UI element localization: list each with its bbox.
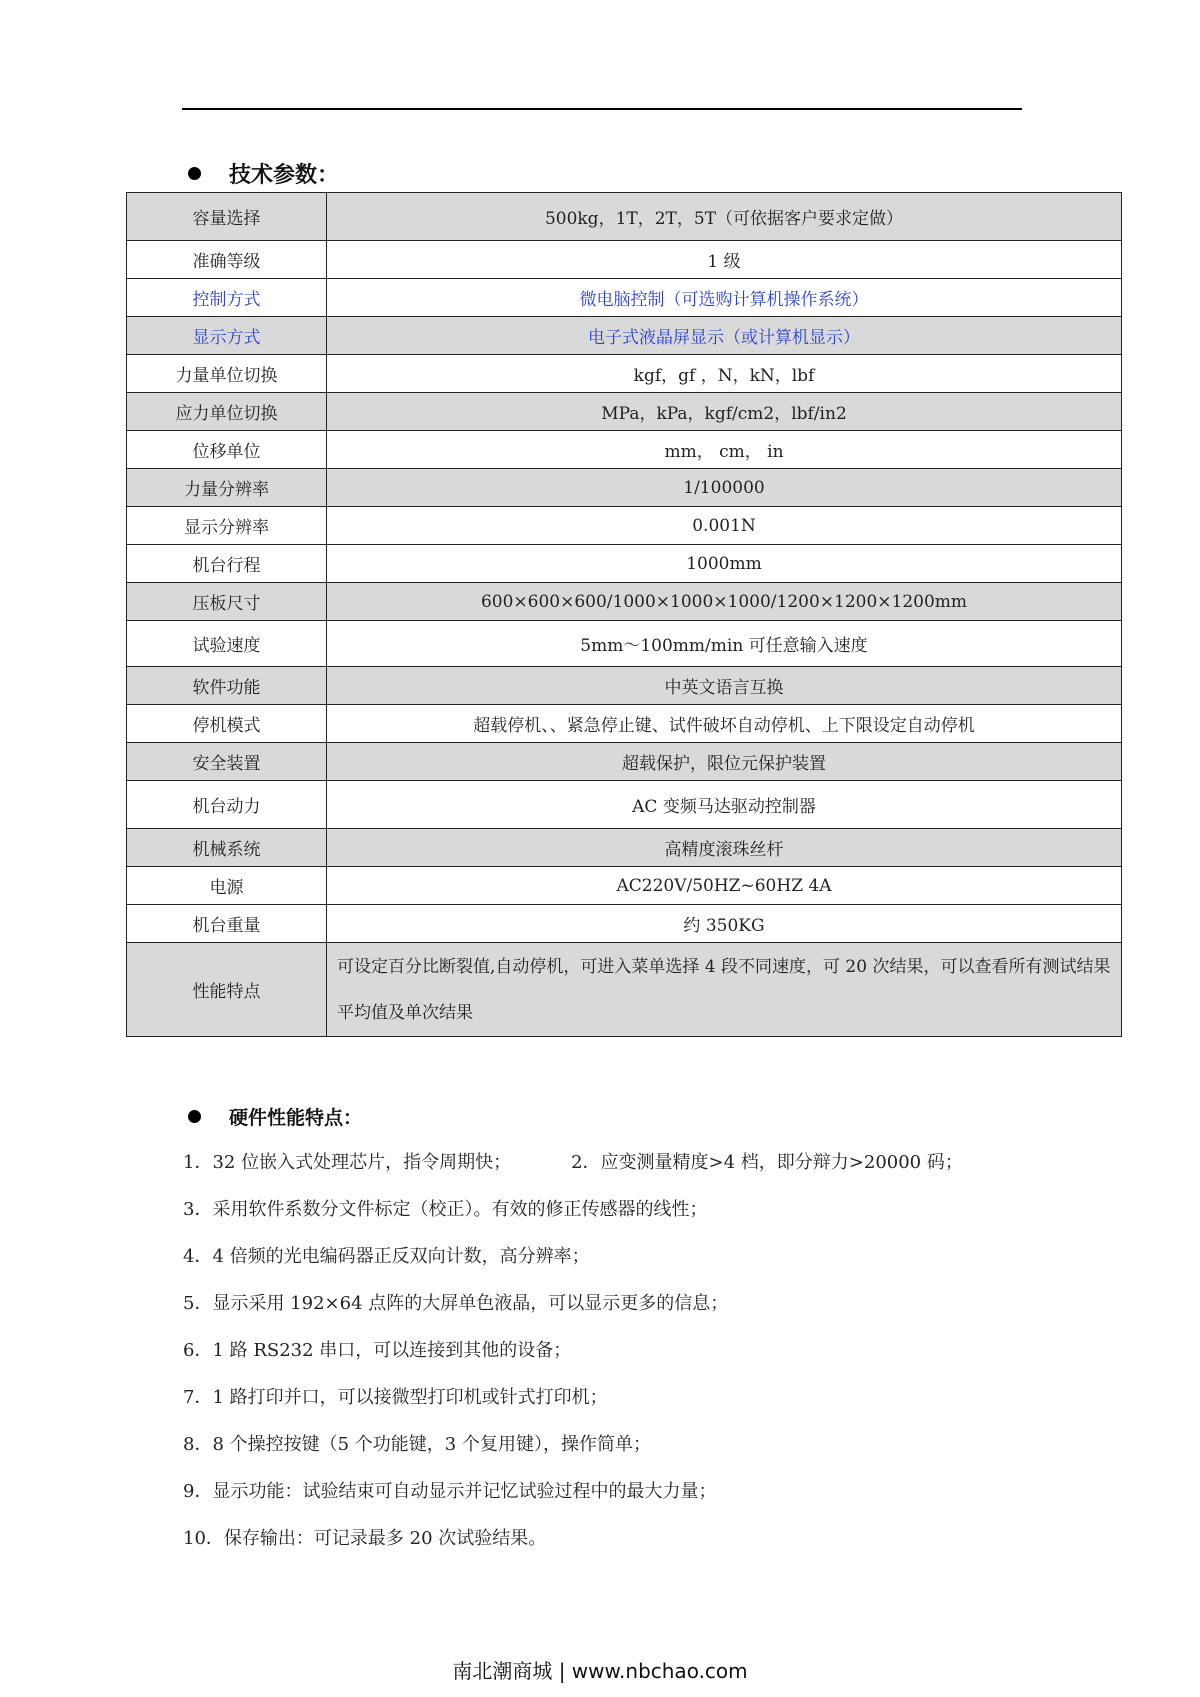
table-row [127, 507, 1122, 545]
spec-value: 可设定百分比断裂值,自动停机，可进入菜单选择 4 段不同速度，可 20 次结果，可以查看所有测试结果平均值及单次结果 [327, 943, 1122, 1037]
spec-value: 600×600×600/1000×1000×1000/1200×1200×1200mm [327, 583, 1122, 621]
spec-label: 电源 [127, 867, 327, 905]
section-heading-tech-params [188, 158, 339, 189]
spec-label: 容量选择 [127, 193, 327, 241]
spec-value: kgf，gf ，N，kN，lbf [327, 355, 1122, 393]
spec-value: 中英文语言互换 [327, 667, 1122, 705]
table-row [127, 393, 1122, 431]
spec-label: 试验速度 [127, 621, 327, 667]
spec-label: 位移单位 [127, 431, 327, 469]
list-item: 3．采用软件系数分文件标定（校正）。有效的修正传感器的线性； [183, 1199, 708, 1220]
spec-label: 机械系统 [127, 829, 327, 867]
spec-label: 软件功能 [127, 667, 327, 705]
table-row [127, 317, 1122, 355]
list-item: 5．显示采用 192×64 点阵的大屏单色液晶，可以显示更多的信息； [183, 1293, 729, 1314]
table-row [127, 621, 1122, 667]
spec-value: 0.001N [327, 507, 1122, 545]
spec-label: 显示方式 [127, 317, 327, 355]
spec-value: 1000mm [327, 545, 1122, 583]
spec-label: 力量单位切换 [127, 355, 327, 393]
spec-value: 1 级 [327, 241, 1122, 279]
spec-value: 超载停机、、紧急停止键、试件破坏自动停机、上下限设定自动停机 [327, 705, 1122, 743]
table-row [127, 193, 1122, 241]
footer-text: 南北潮商城 | www.nbchao.com [452, 1659, 748, 1683]
list-item: 9．显示功能：试验结束可自动显示并记忆试验过程中的最大力量； [183, 1481, 717, 1502]
spec-value: 超载保护，限位元保护装置 [327, 743, 1122, 781]
table-row [127, 469, 1122, 507]
spec-value: 电子式液晶屏显示（或计算机显示） [327, 317, 1122, 355]
spec-label: 机台动力 [127, 781, 327, 829]
bullet-icon [188, 1110, 201, 1123]
spec-label: 应力单位切换 [127, 393, 327, 431]
table-row [127, 829, 1122, 867]
spec-value: 高精度滚珠丝杆 [327, 829, 1122, 867]
spec-label: 安全装置 [127, 743, 327, 781]
table-row [127, 743, 1122, 781]
spec-value: MPa，kPa，kgf/cm2，lbf/in2 [327, 393, 1122, 431]
table-row [127, 705, 1122, 743]
section-title: 硬件性能特点： [229, 1107, 363, 1129]
spec-label: 准确等级 [127, 241, 327, 279]
spec-value: 微电脑控制（可选购计算机操作系统） [327, 279, 1122, 317]
spec-label: 机台行程 [127, 545, 327, 583]
list-item [183, 1148, 1063, 1195]
table-row [127, 781, 1122, 829]
table-row [127, 241, 1122, 279]
list-item: 7．1 路打印并口，可以接微型打印机或针式打印机； [183, 1387, 608, 1408]
spec-value: 1/100000 [327, 469, 1122, 507]
list-item: 4．4 倍频的光电编码器正反双向计数，高分辨率； [183, 1246, 590, 1267]
feature-text: 2．应变测量精度>4 档，即分辩力>20000 码； [571, 1152, 963, 1173]
list-item: 10．保存输出：可记录最多 20 次试验结果。 [183, 1528, 547, 1549]
table-row [127, 867, 1122, 905]
table-row [127, 279, 1122, 317]
feature-list [183, 1148, 1063, 1571]
spec-label: 力量分辨率 [127, 469, 327, 507]
table-row [127, 355, 1122, 393]
table-row [127, 667, 1122, 705]
feature-text: 1．32 位嵌入式处理芯片，指令周期快； [183, 1152, 512, 1173]
spec-label: 显示分辨率 [127, 507, 327, 545]
list-item: 8．8 个操控按键（5 个功能键，3 个复用键），操作简单； [183, 1434, 651, 1455]
header-rule [182, 108, 1022, 110]
spec-value: 约 350KG [327, 905, 1122, 943]
section-title: 技术参数： [229, 163, 340, 188]
spec-value: 5mm～100mm/min 可任意输入速度 [327, 621, 1122, 667]
table-row [127, 943, 1122, 1037]
table-row [127, 583, 1122, 621]
bullet-icon [188, 167, 201, 180]
table-row [127, 431, 1122, 469]
spec-value: mm， cm， in [327, 431, 1122, 469]
spec-value: AC220V/50HZ~60HZ 4A [327, 867, 1122, 905]
spec-label: 停机模式 [127, 705, 327, 743]
spec-label: 压板尺寸 [127, 583, 327, 621]
spec-value: AC 变频马达驱动控制器 [327, 781, 1122, 829]
spec-value: 500kg，1T，2T，5T（可依据客户要求定做） [327, 193, 1122, 241]
table-row [127, 545, 1122, 583]
list-item: 6．1 路 RS232 串口，可以连接到其他的设备； [183, 1340, 572, 1361]
spec-label: 机台重量 [127, 905, 327, 943]
spec-label: 控制方式 [127, 279, 327, 317]
spec-table [126, 192, 1122, 1037]
table-row [127, 905, 1122, 943]
section-heading-hardware [188, 1103, 362, 1130]
spec-label: 性能特点 [127, 943, 327, 1037]
